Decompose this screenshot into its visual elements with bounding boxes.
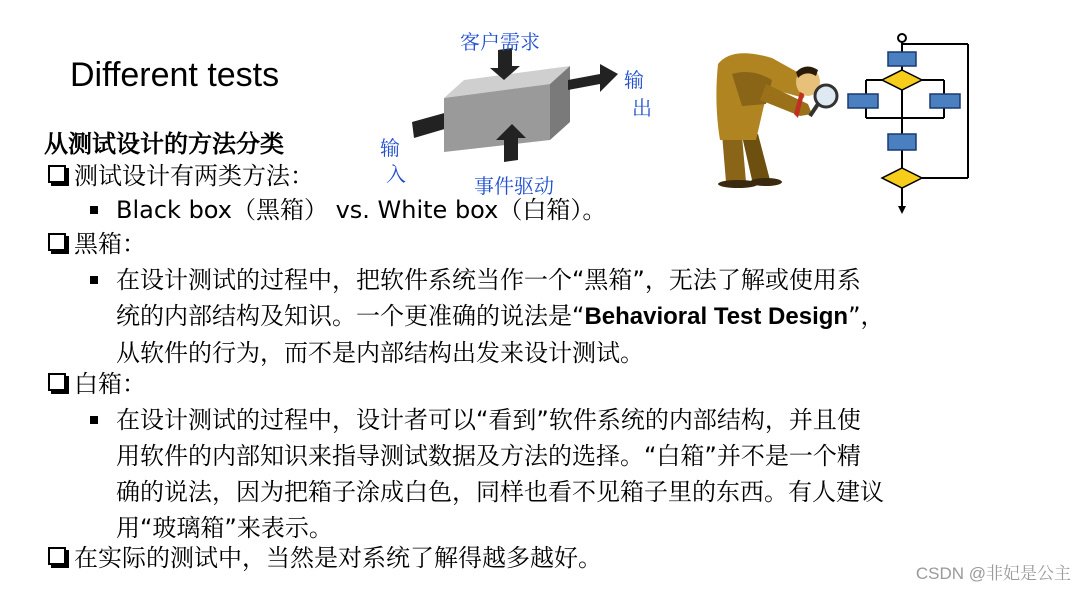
paragraph-line: 从软件的行为，而不是内部结构出发来设计测试。: [116, 339, 644, 367]
flowchart-diagram: [840, 30, 976, 220]
checkbox-bullet-icon: [48, 165, 66, 183]
customer-requirement-label: 客户需求: [460, 30, 540, 54]
square-bullet-icon: [90, 416, 98, 424]
output-label-2: 出: [632, 96, 652, 120]
paragraph-line: [116, 298, 1056, 335]
list-item-text: 在实际的测试中，当然是对系统了解得越多越好。: [74, 544, 602, 572]
paragraph-line: 用“玻璃箱”来表示。: [116, 514, 333, 542]
blackbox-description: [116, 262, 1056, 371]
paragraph-line: 用软件的内部知识来指导测试数据及方法的选择。“白箱”并不是一个精: [116, 442, 861, 470]
output-arrow-icon: [568, 64, 618, 92]
list-item-text: 黑箱：: [74, 230, 146, 258]
square-bullet-icon: [90, 276, 98, 284]
input-label-1: 输: [380, 136, 400, 160]
list-item-text: 白箱：: [74, 370, 146, 398]
inspector-illustration: [712, 44, 852, 189]
checkbox-bullet-icon: [48, 233, 66, 251]
text-segment: ”，: [848, 302, 885, 330]
section-heading: 从测试设计的方法分类: [44, 129, 284, 158]
checkbox-bullet-icon: [48, 373, 66, 391]
square-bullet-icon: [90, 206, 98, 214]
paragraph-line: 确的说法，因为把箱子涂成白色，同样也看不见箱子里的东西。有人建议: [116, 478, 884, 506]
list-item-practice: [48, 540, 602, 576]
text-segment: 统的内部结构及知识。一个更准确的说法是“: [116, 302, 585, 330]
whitebox-description: [116, 402, 1056, 546]
list-item-methods: [48, 158, 314, 194]
output-label-1: 输: [624, 68, 644, 92]
paragraph-line: 在设计测试的过程中，把软件系统当作一个“黑箱”，无法了解或使用系: [116, 266, 861, 294]
input-label-2: 入: [386, 162, 406, 186]
slide-title: Different tests: [70, 56, 280, 94]
checkbox-bullet-icon: [48, 547, 66, 565]
magnifier-icon: [815, 85, 837, 107]
list-item-whitebox: [48, 366, 146, 402]
black-box-diagram: [400, 40, 650, 170]
paragraph-line: 在设计测试的过程中，设计者可以“看到”软件系统的内部结构，并且使: [116, 406, 861, 434]
list-item-blackbox: [48, 226, 146, 262]
sub-item-text: Black box（黑箱） vs. White box（白箱）。: [116, 196, 607, 224]
list-item-text: 测试设计有两类方法：: [74, 162, 314, 190]
behavioral-test-design-term: Behavioral Test Design: [584, 303, 849, 330]
event-driven-label: 事件驱动: [474, 174, 554, 198]
watermark: CSDN @非妃是公主: [915, 564, 1071, 583]
